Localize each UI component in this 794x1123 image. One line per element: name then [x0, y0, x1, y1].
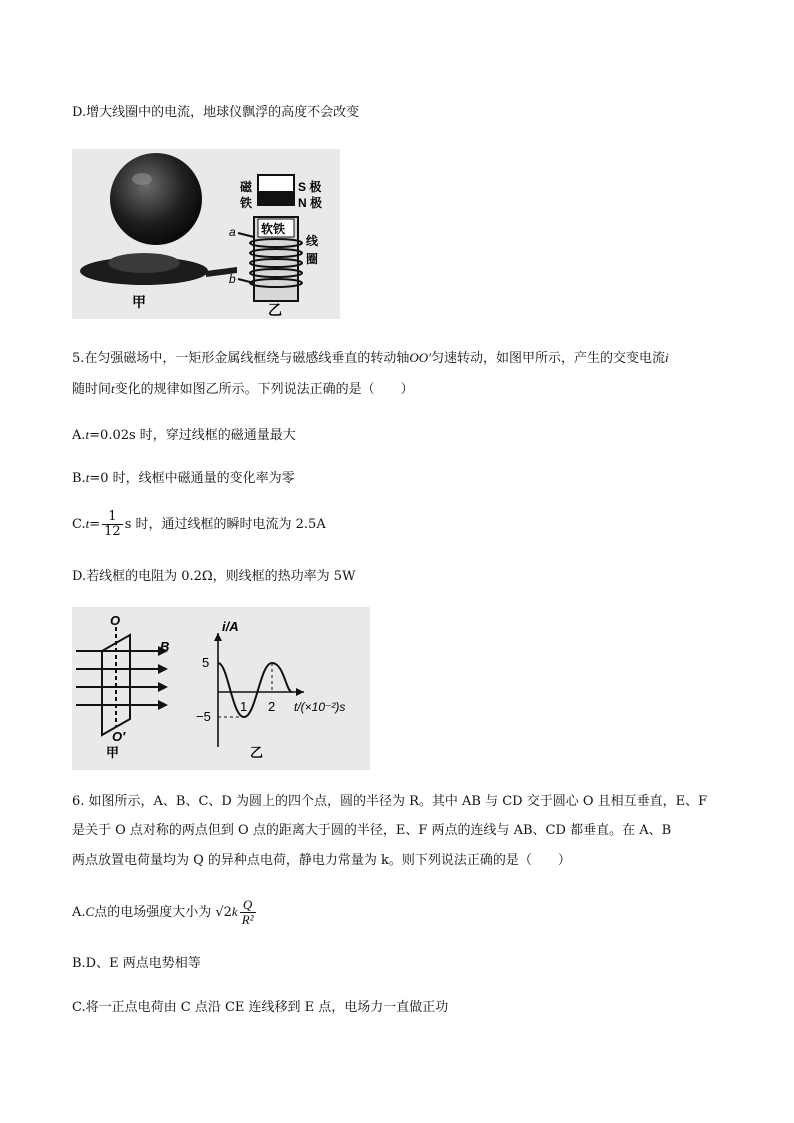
- q5-label-O: O: [110, 613, 121, 628]
- q5-x-axis-label: t/(×10⁻²)s: [294, 700, 346, 714]
- q4-magnet-label-1: 磁: [240, 180, 253, 194]
- q5-y-axis-label: i/A: [222, 619, 239, 634]
- q4-coil-2: 圈: [306, 252, 319, 266]
- q6-option-a: A.C点的电场强度大小为 √2k $\frac{Q}{\text{R²}}$: [72, 897, 254, 927]
- q5-figure: [72, 607, 370, 770]
- q4-coil-1: 线: [306, 234, 319, 248]
- q4-magnet-label-2: 铁: [240, 196, 253, 210]
- q5-option-b: B.t=0 时，线框中磁通量的变化率为零: [72, 470, 295, 486]
- q5-option-c-fraction: $\frac{1}{12}$: [104, 509, 121, 539]
- q5-stem-line1: 5.在匀强磁场中，一矩形金属线框绕与磁感线垂直的转动轴OO′匀速转动，如图甲所示，产生的交变电流i: [72, 350, 669, 366]
- q4-figure-svg: [72, 149, 340, 319]
- q5-label-jia: 甲: [106, 745, 120, 760]
- q6-line2: 是关于 O 点对称的两点但到 O 点的距离大于圆的半径，E、F 两点的连线与 AB、CD 都垂直。在 A、B: [72, 823, 672, 838]
- q6-option-b: B.D、E 两点电势相等: [72, 956, 201, 971]
- q5-stem-line2: 随时间t变化的规律如图乙所示。下列说法正确的是（ ）: [72, 381, 414, 397]
- q5-y-tick-neg: −5: [196, 709, 211, 724]
- q6-formula-fraction: $\frac{Q}{\text{R²}}$: [241, 897, 254, 927]
- q6-option-c: C.将一正点电荷由 C 点沿 CE 连线移到 E 点，电场力一直做正功: [72, 1000, 449, 1015]
- q5-option-d: D.若线框的电阻为 0.2Ω，则线框的热功率为 5W: [72, 569, 356, 584]
- q4-n-pole: N 极: [298, 196, 323, 210]
- q4-label-yi: 乙: [268, 302, 282, 318]
- q4-s-pole: S 极: [298, 180, 322, 194]
- q5-label-O-prime: O′: [112, 729, 126, 744]
- q4-terminal-a: a: [229, 225, 236, 239]
- q5-label-yi: 乙: [250, 745, 264, 760]
- q5-option-a: A.t=0.02s 时，穿过线框的磁通量最大: [72, 427, 296, 443]
- q5-y-tick-pos: 5: [202, 655, 210, 670]
- q5-x-tick-1: 1: [240, 699, 248, 714]
- q5-figure-svg: [72, 607, 370, 770]
- q5-current-curve: [218, 663, 292, 717]
- q5-x-tick-2: 2: [268, 699, 276, 714]
- q6-line3: 两点放置电荷量均为 Q 的异种点电荷，静电力常量为 k。则下列说法正确的是（ ）: [72, 853, 571, 868]
- q4-terminal-b: b: [229, 272, 236, 286]
- globe-sphere: [110, 153, 202, 245]
- q4-figure: [72, 149, 340, 319]
- q4-label-jia: 甲: [132, 294, 146, 310]
- q6-line1: 6. 如图所示，A、B、C、D 为圆上的四个点，圆的半径为 R。其中 AB 与 CD 交于圆心 O 且相互垂直，E、F: [72, 794, 708, 809]
- q4-option-d: D.增大线圈中的电流，地球仪飘浮的高度不会改变: [72, 105, 360, 120]
- q5-option-c: C.t= $\frac{1}{12}$ s 时，通过线框的瞬时电流为 2.5A: [72, 509, 326, 539]
- q6-formula-coef: √2: [215, 905, 232, 920]
- q4-soft-iron: 软铁: [261, 222, 286, 236]
- q5-label-B: B: [160, 639, 170, 654]
